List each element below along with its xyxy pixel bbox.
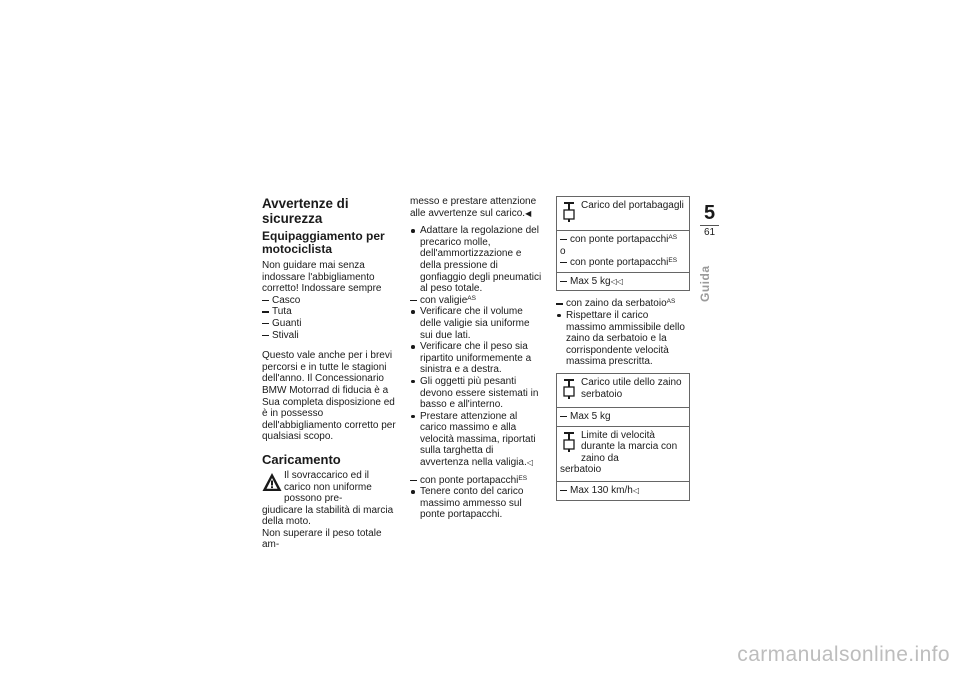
end-marker-icon: ◁ <box>632 485 639 495</box>
warning-rest: giudicare la stabilità di marcia della moto. <box>262 504 394 528</box>
tool-gauge-icon <box>562 378 576 400</box>
spec-box-title-cont: serbatoio <box>560 464 602 476</box>
spec-box-title: Carico utile dello zaino serbatoio <box>581 376 682 400</box>
chapter-number: 5 <box>703 202 716 224</box>
bullet-item: Prestare attenzione al carico massimo e alla velocità massima, riportati sulla targhetta di avvertenza nella valigia.◁ <box>410 411 544 469</box>
spec-box-head <box>557 427 689 482</box>
bullet-item: Gli oggetti più pesanti devono essere sistemati in basso e all'interno. <box>410 376 544 411</box>
equip-item: Tuta <box>262 306 396 318</box>
load-heading: Caricamento <box>262 451 341 467</box>
advice-text: Questo vale anche per i brevi percorsi e in tutte le stagioni dell'anno. Il Concessionario BMW Motorrad di fiducia è a Sua completa disposizione ed è in possesso dell'abbigliamento corretto per qualsiasi scopo. <box>262 350 396 443</box>
spec-box-conditions: con ponte portapacchi$^{AS}$ o con ponte portapacchi$^{ES}$ <box>557 231 689 273</box>
spec-box-portabagagli <box>556 196 690 291</box>
bullet-item: Tenere conto del carico massimo ammesso sul ponte portapacchi. <box>410 486 544 521</box>
equip-item: Stivali <box>262 330 396 342</box>
end-marker-icon: ◁◁ <box>610 276 623 286</box>
bullet-item: Verificare che il peso sia ripartito uniformemente a sinistra e a destra. <box>410 341 544 376</box>
spec-box-zaino <box>556 373 690 427</box>
equip-heading: Equipaggiamento per motociclista <box>262 229 385 256</box>
spec-box-value: Max 5 kg◁◁ <box>557 273 689 291</box>
spec-box-head <box>557 197 689 231</box>
column-2 <box>410 196 544 521</box>
tool-gauge-icon <box>562 201 576 223</box>
spec-box-value: Max 130 km/h◁ <box>557 482 689 500</box>
tool-gauge-icon <box>562 431 576 453</box>
spec-box-title: Carico del portabagagli <box>581 200 684 211</box>
warning-head: Il sovraccarico ed il carico non uniforme possono pre- <box>284 469 372 505</box>
condition-zaino: con zaino da serbatoio$^{AS}$ <box>556 298 690 310</box>
spec-box-velocita <box>556 427 690 501</box>
end-marker-icon: ◁ <box>526 458 533 468</box>
spec-box-title: Limite di velocità durante la marcia con zaino da <box>581 429 678 464</box>
watermark: carmanualsonline.info <box>737 643 950 666</box>
column-1 <box>262 196 396 551</box>
equip-item: Casco <box>262 295 396 307</box>
bullet-item: Verificare che il volume delle valigie sia uniforme sui due lati. <box>410 306 544 341</box>
chapter-label: Guida <box>698 265 712 302</box>
spec-box-value: Max 5 kg <box>557 408 689 426</box>
equip-item: Guanti <box>262 318 396 330</box>
condition-ponte: con ponte portapacchi$^{ES}$ <box>410 475 544 487</box>
end-marker-icon: ◀ <box>525 208 532 218</box>
equip-text: Non guidare mai senza indossare l'abbigliamento corretto! Indossare sempre <box>262 260 382 295</box>
weight-text: Non superare il peso totale am- <box>262 527 382 551</box>
continued-text: messo e prestare attenzione alle avvertenze sul carico.◀ <box>410 196 537 219</box>
spec-box-head <box>557 374 689 408</box>
bullet-item: Adattare la regolazione del precarico molle, dell'ammortizzazione e della pressione di gonfiaggio degli pneumatici al peso totale. <box>410 225 544 295</box>
bullet-item: Rispettare il carico massimo ammissibile dello zaino da serbatoio e la corrispondente velocità massima prescritta. <box>556 310 690 368</box>
page-number: 61 <box>703 227 716 238</box>
section-title: Avvertenze di sicurezza <box>262 196 349 226</box>
warning-block <box>262 470 396 528</box>
condition-valigie: con valigie$^{AS}$ <box>410 295 544 307</box>
warning-triangle-icon <box>262 472 282 492</box>
column-3 <box>556 196 690 501</box>
